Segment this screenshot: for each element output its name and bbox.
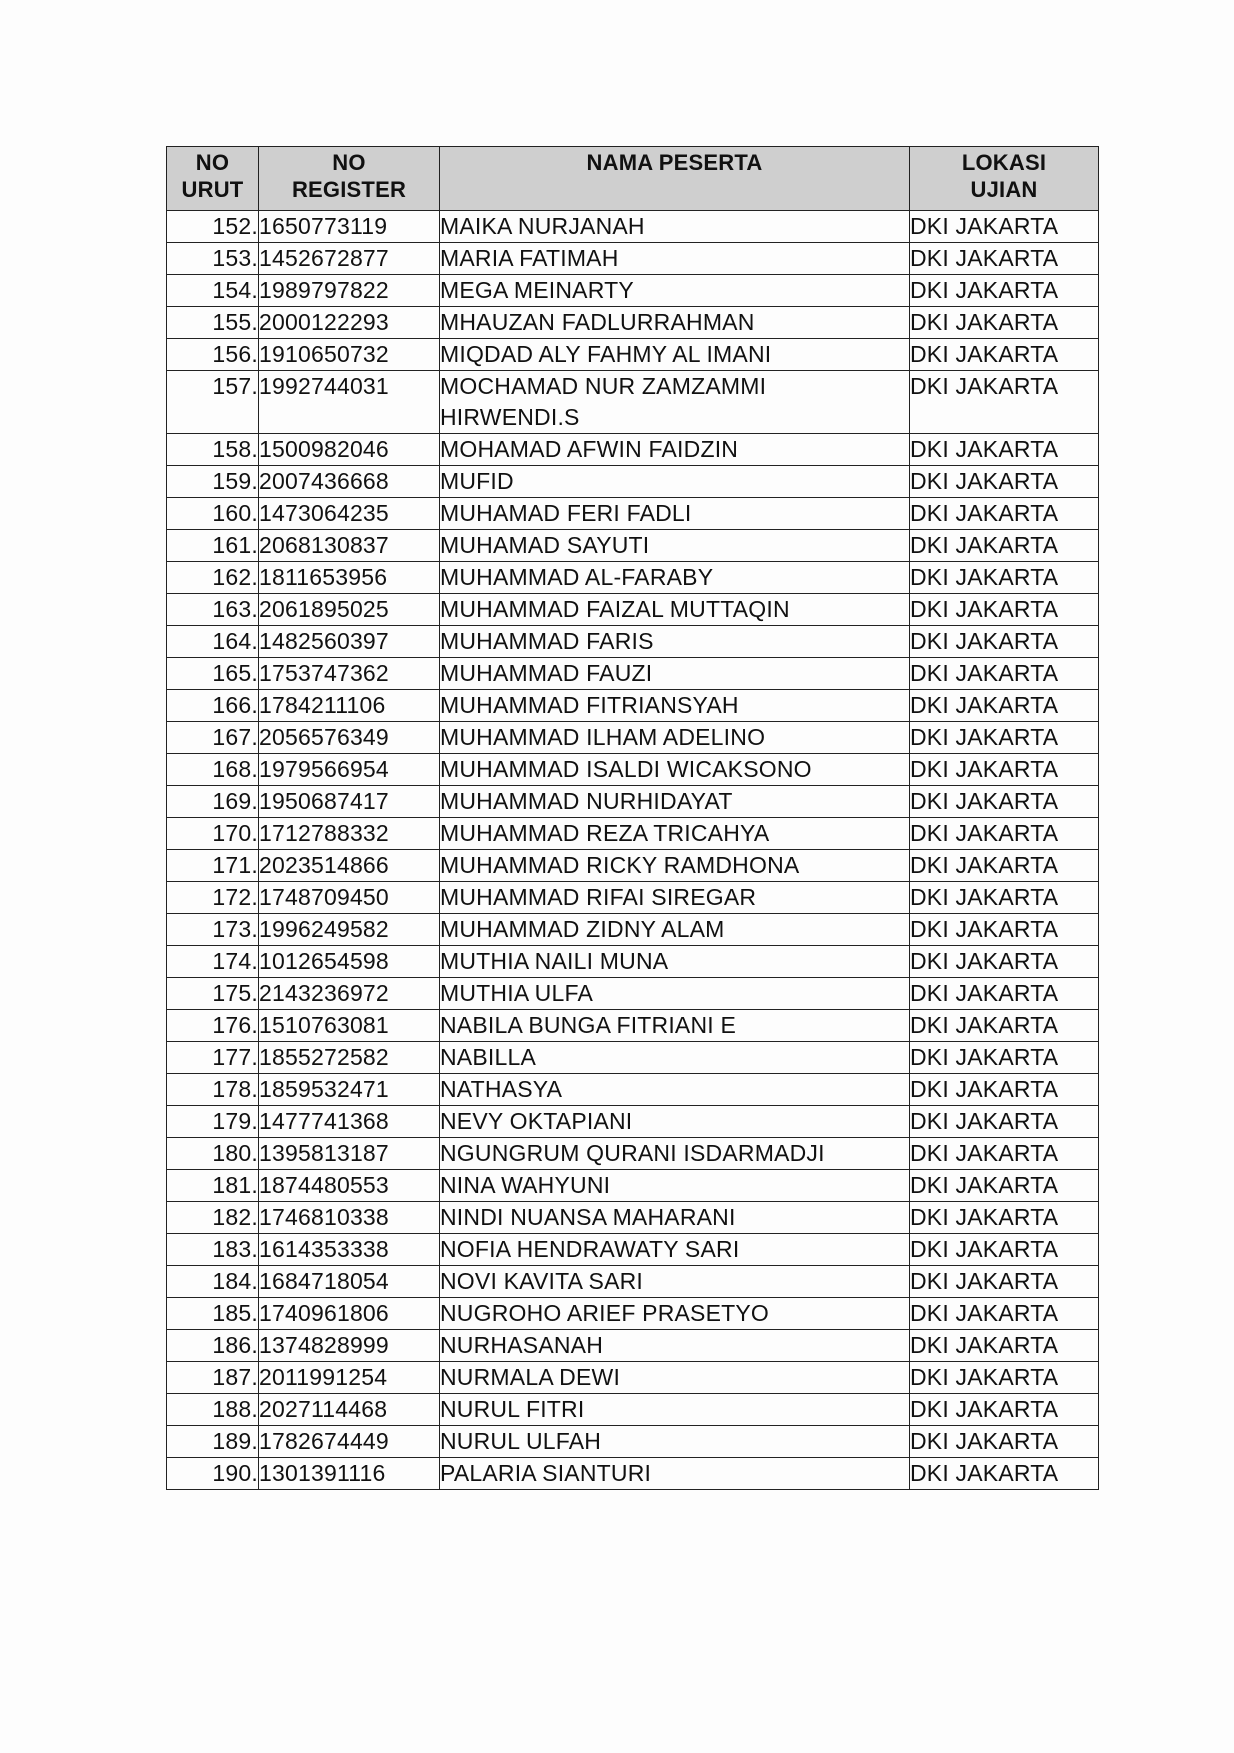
row-lokasi-ujian: DKI JAKARTA: [910, 594, 1099, 626]
row-nama-peserta: MOHAMAD AFWIN FAIDZIN: [440, 434, 910, 466]
row-no-urut: 158.: [167, 434, 259, 466]
table-row: [167, 882, 1099, 914]
row-nama-peserta: MUHAMMAD FARIS: [440, 626, 910, 658]
row-no-urut: 154.: [167, 275, 259, 307]
row-nama-peserta: MOCHAMAD NUR ZAMZAMMI HIRWENDI.S: [440, 371, 910, 434]
row-nama-peserta: NABILA BUNGA FITRIANI E: [440, 1010, 910, 1042]
row-no-urut: 182.: [167, 1202, 259, 1234]
row-no-urut: 186.: [167, 1330, 259, 1362]
row-no-urut: 153.: [167, 243, 259, 275]
row-nama-peserta: MARIA FATIMAH: [440, 243, 910, 275]
row-no-urut: 176.: [167, 1010, 259, 1042]
table-row: [167, 1138, 1099, 1170]
table-row: [167, 786, 1099, 818]
row-nama-peserta: MHAUZAN FADLURRAHMAN: [440, 307, 910, 339]
row-no-urut: 157.: [167, 371, 259, 434]
row-no-register: 1510763081: [259, 1010, 440, 1042]
row-lokasi-ujian: DKI JAKARTA: [910, 978, 1099, 1010]
row-no-urut: 183.: [167, 1234, 259, 1266]
row-lokasi-ujian: DKI JAKARTA: [910, 466, 1099, 498]
table-row: [167, 275, 1099, 307]
row-lokasi-ujian: DKI JAKARTA: [910, 243, 1099, 275]
row-no-urut: 166.: [167, 690, 259, 722]
table-row: [167, 850, 1099, 882]
table-row: [167, 466, 1099, 498]
table-row: [167, 1042, 1099, 1074]
row-nama-peserta: MUHAMMAD ISALDI WICAKSONO: [440, 754, 910, 786]
table-row: [167, 1234, 1099, 1266]
row-no-register: 1482560397: [259, 626, 440, 658]
row-no-urut: 152.: [167, 211, 259, 243]
row-no-register: 2000122293: [259, 307, 440, 339]
row-no-register: 1996249582: [259, 914, 440, 946]
row-lokasi-ujian: DKI JAKARTA: [910, 307, 1099, 339]
row-no-register: 1614353338: [259, 1234, 440, 1266]
row-lokasi-ujian: DKI JAKARTA: [910, 1394, 1099, 1426]
row-lokasi-ujian: DKI JAKARTA: [910, 434, 1099, 466]
row-lokasi-ujian: DKI JAKARTA: [910, 1362, 1099, 1394]
row-no-urut: 168.: [167, 754, 259, 786]
row-lokasi-ujian: DKI JAKARTA: [910, 946, 1099, 978]
table-body: [167, 211, 1099, 1490]
row-nama-peserta: PALARIA SIANTURI: [440, 1458, 910, 1490]
row-no-register: 1989797822: [259, 275, 440, 307]
table-row: [167, 914, 1099, 946]
row-nama-peserta: MUHAMMAD RICKY RAMDHONA: [440, 850, 910, 882]
table-row: [167, 690, 1099, 722]
row-nama-peserta: NOFIA HENDRAWATY SARI: [440, 1234, 910, 1266]
row-nama-peserta: MUHAMMAD FAIZAL MUTTAQIN: [440, 594, 910, 626]
row-lokasi-ujian: DKI JAKARTA: [910, 658, 1099, 690]
table-row: [167, 211, 1099, 243]
row-no-register: 1740961806: [259, 1298, 440, 1330]
row-nama-peserta: MUHAMMAD ZIDNY ALAM: [440, 914, 910, 946]
row-no-register: 1782674449: [259, 1426, 440, 1458]
row-lokasi-ujian: DKI JAKARTA: [910, 1170, 1099, 1202]
table-row: [167, 498, 1099, 530]
row-lokasi-ujian: DKI JAKARTA: [910, 275, 1099, 307]
row-no-register: 1374828999: [259, 1330, 440, 1362]
participant-table: [166, 146, 1099, 1490]
row-no-register: 2011991254: [259, 1362, 440, 1394]
row-no-register: 1473064235: [259, 498, 440, 530]
row-lokasi-ujian: DKI JAKARTA: [910, 1106, 1099, 1138]
row-no-urut: 185.: [167, 1298, 259, 1330]
row-lokasi-ujian: DKI JAKARTA: [910, 530, 1099, 562]
table-row: [167, 1010, 1099, 1042]
row-nama-peserta: NINA WAHYUNI: [440, 1170, 910, 1202]
row-nama-peserta: MUHAMAD FERI FADLI: [440, 498, 910, 530]
table-row: [167, 371, 1099, 434]
table-row: [167, 1426, 1099, 1458]
table-row: [167, 243, 1099, 275]
row-no-urut: 175.: [167, 978, 259, 1010]
row-lokasi-ujian: DKI JAKARTA: [910, 1010, 1099, 1042]
row-no-register: 2007436668: [259, 466, 440, 498]
row-no-register: 1910650732: [259, 339, 440, 371]
row-nama-peserta: MUHAMMAD REZA TRICAHYA: [440, 818, 910, 850]
row-lokasi-ujian: DKI JAKARTA: [910, 339, 1099, 371]
row-no-urut: 174.: [167, 946, 259, 978]
row-nama-peserta: MUHAMMAD AL-FARABY: [440, 562, 910, 594]
table-row: [167, 1170, 1099, 1202]
row-lokasi-ujian: DKI JAKARTA: [910, 722, 1099, 754]
row-no-register: 1684718054: [259, 1266, 440, 1298]
row-no-urut: 180.: [167, 1138, 259, 1170]
row-no-register: 2056576349: [259, 722, 440, 754]
row-no-register: 1859532471: [259, 1074, 440, 1106]
row-nama-peserta: NURUL FITRI: [440, 1394, 910, 1426]
row-no-urut: 184.: [167, 1266, 259, 1298]
table-row: [167, 1106, 1099, 1138]
row-no-urut: 167.: [167, 722, 259, 754]
row-lokasi-ujian: DKI JAKARTA: [910, 1074, 1099, 1106]
row-lokasi-ujian: DKI JAKARTA: [910, 754, 1099, 786]
row-no-urut: 188.: [167, 1394, 259, 1426]
row-lokasi-ujian: DKI JAKARTA: [910, 562, 1099, 594]
row-nama-peserta: MEGA MEINARTY: [440, 275, 910, 307]
row-no-urut: 163.: [167, 594, 259, 626]
row-nama-peserta: MUHAMMAD ILHAM ADELINO: [440, 722, 910, 754]
row-no-urut: 170.: [167, 818, 259, 850]
row-nama-peserta: MAIKA NURJANAH: [440, 211, 910, 243]
table-row: [167, 1330, 1099, 1362]
row-nama-peserta: MUFID: [440, 466, 910, 498]
row-no-urut: 169.: [167, 786, 259, 818]
table-row: [167, 1394, 1099, 1426]
row-lokasi-ujian: DKI JAKARTA: [910, 690, 1099, 722]
row-no-register: 1855272582: [259, 1042, 440, 1074]
row-no-register: 2027114468: [259, 1394, 440, 1426]
header-lokasi-ujian: LOKASI UJIAN: [910, 147, 1099, 211]
row-no-register: 1753747362: [259, 658, 440, 690]
row-no-register: 1811653956: [259, 562, 440, 594]
row-no-register: 2143236972: [259, 978, 440, 1010]
table-row: [167, 1074, 1099, 1106]
row-nama-peserta: MUHAMMAD FITRIANSYAH: [440, 690, 910, 722]
row-no-urut: 156.: [167, 339, 259, 371]
row-lokasi-ujian: DKI JAKARTA: [910, 882, 1099, 914]
row-no-urut: 165.: [167, 658, 259, 690]
header-no-register: NO REGISTER: [259, 147, 440, 211]
row-no-urut: 162.: [167, 562, 259, 594]
row-nama-peserta: MUHAMMAD FAUZI: [440, 658, 910, 690]
row-no-register: 1979566954: [259, 754, 440, 786]
row-nama-peserta: NINDI NUANSA MAHARANI: [440, 1202, 910, 1234]
table-row: [167, 1202, 1099, 1234]
row-nama-peserta: NUGROHO ARIEF PRASETYO: [440, 1298, 910, 1330]
row-no-register: 1712788332: [259, 818, 440, 850]
row-nama-peserta: NURHASANAH: [440, 1330, 910, 1362]
table-row: [167, 1298, 1099, 1330]
row-no-register: 1950687417: [259, 786, 440, 818]
row-no-urut: 155.: [167, 307, 259, 339]
row-lokasi-ujian: DKI JAKARTA: [910, 1298, 1099, 1330]
row-no-urut: 179.: [167, 1106, 259, 1138]
row-no-register: 1784211106: [259, 690, 440, 722]
row-lokasi-ujian: DKI JAKARTA: [910, 1202, 1099, 1234]
row-no-register: 1452672877: [259, 243, 440, 275]
row-lokasi-ujian: DKI JAKARTA: [910, 914, 1099, 946]
row-no-register: 2068130837: [259, 530, 440, 562]
row-no-urut: 187.: [167, 1362, 259, 1394]
row-lokasi-ujian: DKI JAKARTA: [910, 211, 1099, 243]
table-row: [167, 434, 1099, 466]
table-row: [167, 1458, 1099, 1490]
table-row: [167, 658, 1099, 690]
table-row: [167, 530, 1099, 562]
row-lokasi-ujian: DKI JAKARTA: [910, 1426, 1099, 1458]
table-row: [167, 1266, 1099, 1298]
row-nama-peserta: NURMALA DEWI: [440, 1362, 910, 1394]
table-row: [167, 339, 1099, 371]
table-row: [167, 978, 1099, 1010]
table-header-row: [167, 147, 1099, 211]
row-lokasi-ujian: DKI JAKARTA: [910, 1042, 1099, 1074]
row-no-register: 1395813187: [259, 1138, 440, 1170]
row-lokasi-ujian: DKI JAKARTA: [910, 1458, 1099, 1490]
row-lokasi-ujian: DKI JAKARTA: [910, 1138, 1099, 1170]
row-no-register: 1012654598: [259, 946, 440, 978]
table-row: [167, 946, 1099, 978]
row-no-register: 1650773119: [259, 211, 440, 243]
row-lokasi-ujian: DKI JAKARTA: [910, 1330, 1099, 1362]
row-nama-peserta: MUHAMMAD RIFAI SIREGAR: [440, 882, 910, 914]
row-lokasi-ujian: DKI JAKARTA: [910, 1266, 1099, 1298]
row-nama-peserta: NURUL ULFAH: [440, 1426, 910, 1458]
row-no-register: 1500982046: [259, 434, 440, 466]
row-lokasi-ujian: DKI JAKARTA: [910, 371, 1099, 434]
row-nama-peserta: NGUNGRUM QURANI ISDARMADJI: [440, 1138, 910, 1170]
row-no-urut: 172.: [167, 882, 259, 914]
row-no-urut: 189.: [167, 1426, 259, 1458]
table-row: [167, 722, 1099, 754]
row-nama-peserta: MIQDAD ALY FAHMY AL IMANI: [440, 339, 910, 371]
row-no-register: 2061895025: [259, 594, 440, 626]
row-no-register: 1874480553: [259, 1170, 440, 1202]
row-no-register: 1301391116: [259, 1458, 440, 1490]
row-lokasi-ujian: DKI JAKARTA: [910, 626, 1099, 658]
row-lokasi-ujian: DKI JAKARTA: [910, 498, 1099, 530]
table-row: [167, 594, 1099, 626]
row-nama-peserta: MUHAMMAD NURHIDAYAT: [440, 786, 910, 818]
row-no-register: 1746810338: [259, 1202, 440, 1234]
row-no-urut: 190.: [167, 1458, 259, 1490]
row-no-register: 1477741368: [259, 1106, 440, 1138]
table-row: [167, 818, 1099, 850]
row-no-urut: 161.: [167, 530, 259, 562]
row-no-urut: 173.: [167, 914, 259, 946]
row-nama-peserta: MUTHIA NAILI MUNA: [440, 946, 910, 978]
row-no-urut: 178.: [167, 1074, 259, 1106]
row-nama-peserta: NEVY OKTAPIANI: [440, 1106, 910, 1138]
row-no-urut: 181.: [167, 1170, 259, 1202]
row-no-urut: 164.: [167, 626, 259, 658]
row-no-register: 2023514866: [259, 850, 440, 882]
row-lokasi-ujian: DKI JAKARTA: [910, 786, 1099, 818]
row-lokasi-ujian: DKI JAKARTA: [910, 818, 1099, 850]
row-nama-peserta: NATHASYA: [440, 1074, 910, 1106]
row-no-register: 1748709450: [259, 882, 440, 914]
row-nama-peserta: MUTHIA ULFA: [440, 978, 910, 1010]
table-row: [167, 307, 1099, 339]
row-no-urut: 159.: [167, 466, 259, 498]
table-row: [167, 562, 1099, 594]
table-row: [167, 754, 1099, 786]
row-nama-peserta: MUHAMAD SAYUTI: [440, 530, 910, 562]
row-no-urut: 177.: [167, 1042, 259, 1074]
row-no-register: 1992744031: [259, 371, 440, 434]
row-nama-peserta: NOVI KAVITA SARI: [440, 1266, 910, 1298]
header-nama-peserta: NAMA PESERTA: [440, 147, 910, 211]
row-nama-peserta: NABILLA: [440, 1042, 910, 1074]
row-lokasi-ujian: DKI JAKARTA: [910, 850, 1099, 882]
table-row: [167, 626, 1099, 658]
row-lokasi-ujian: DKI JAKARTA: [910, 1234, 1099, 1266]
row-no-urut: 171.: [167, 850, 259, 882]
table-row: [167, 1362, 1099, 1394]
header-no-urut: NO URUT: [167, 147, 259, 211]
row-no-urut: 160.: [167, 498, 259, 530]
